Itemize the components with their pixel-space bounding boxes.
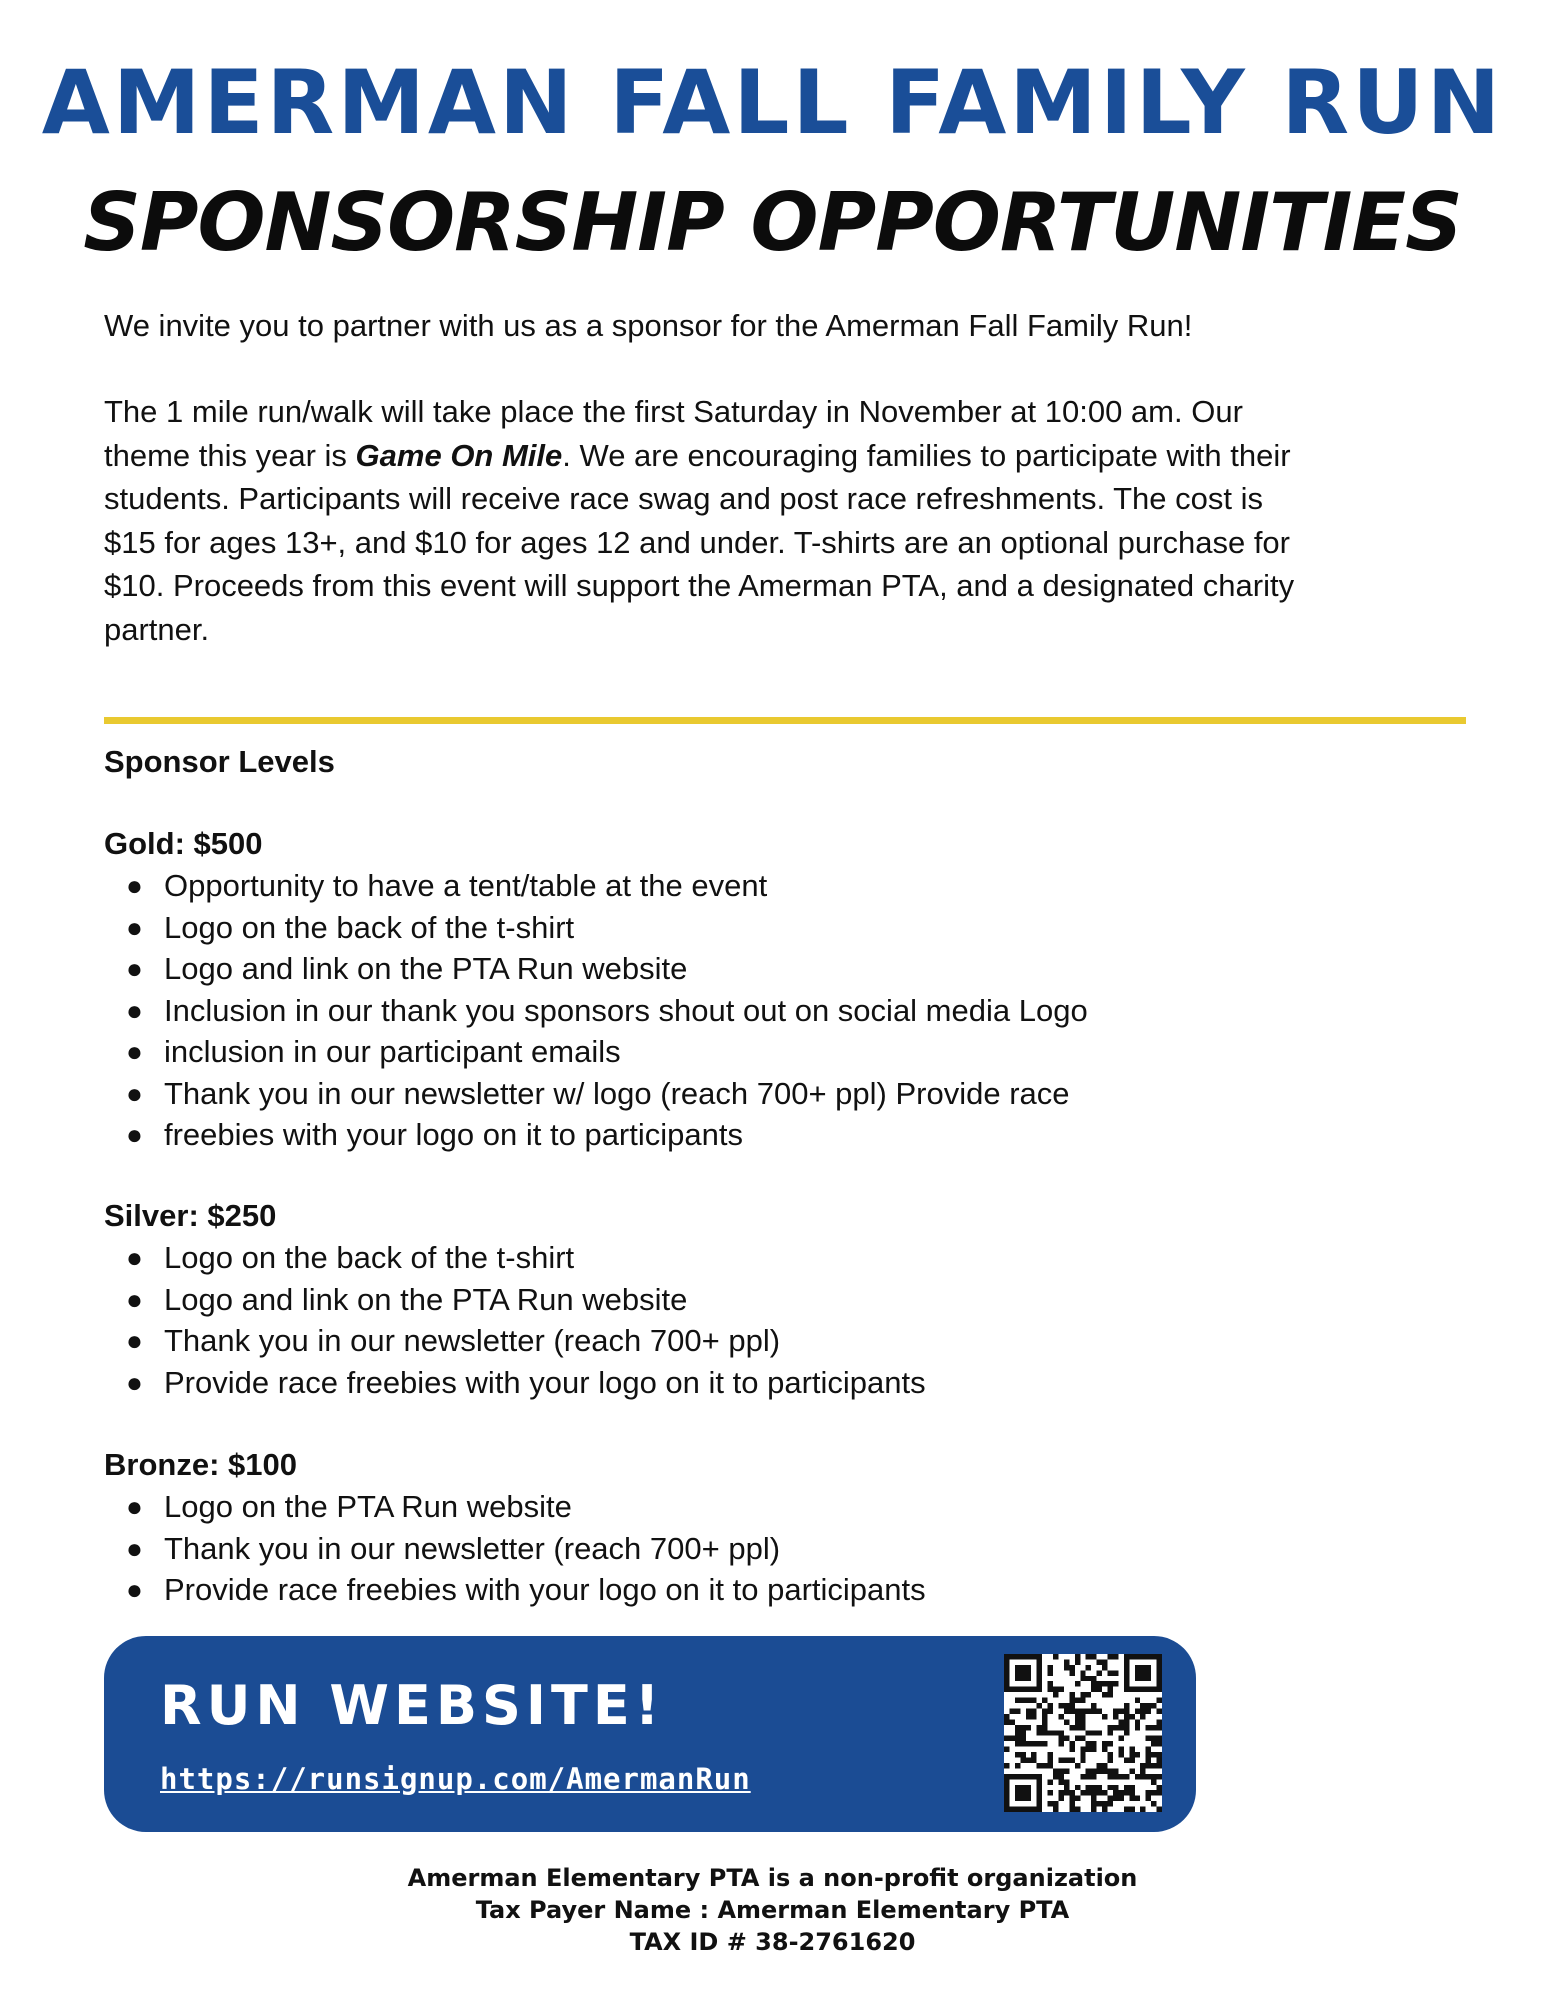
bullet-icon: ●: [126, 1283, 143, 1315]
details-line: partner.: [104, 611, 210, 647]
footer: [0, 1862, 1545, 1958]
run-website-link[interactable]: https://runsignup.com/AmermanRun: [160, 1762, 751, 1796]
bronze-tier-heading: Bronze: $100: [104, 1447, 297, 1482]
benefit-text: Logo on the PTA Run website: [164, 1489, 572, 1524]
list-item: [126, 990, 1404, 1032]
bullet-icon: ●: [126, 1491, 143, 1522]
gold-tier: [104, 822, 1404, 1156]
benefit-text: inclusion in our participant emails: [164, 1034, 621, 1069]
benefit-text: freebies with your logo on it to participants: [164, 1117, 743, 1152]
sponsor-levels-heading: Sponsor Levels: [104, 744, 335, 779]
list-item: [126, 1073, 1404, 1115]
banner-title: RUN WEBSITE!: [160, 1674, 665, 1737]
bullet-icon: ●: [126, 1325, 143, 1356]
silver-benefits-list: [104, 1237, 1404, 1403]
bullet-icon: ●: [126, 1036, 143, 1067]
list-item: [126, 1362, 1404, 1404]
event-details: [104, 390, 1504, 651]
silver-tier: [104, 1194, 1404, 1403]
bullet-icon: ●: [126, 911, 143, 943]
section-divider: [104, 717, 1466, 724]
details-text: . We are encouraging families to participate with their: [562, 437, 1291, 473]
run-website-banner: [104, 1636, 1196, 1832]
footer-line: Amerman Elementary PTA is a non-profit organization: [407, 1864, 1138, 1892]
details-line: $15 for ages 13+, and $10 for ages 12 and under. T-shirts are an optional purchase for: [104, 524, 1290, 560]
list-item: [126, 1114, 1404, 1156]
bullet-icon: ●: [126, 1077, 143, 1109]
bullet-icon: ●: [126, 994, 143, 1026]
benefit-text: Provide race freebies with your logo on it to participants: [164, 1364, 926, 1400]
benefit-text: Provide race freebies with your logo on it to participants: [164, 1572, 926, 1607]
silver-tier-heading: Silver: $250: [104, 1198, 277, 1233]
intro-text: We invite you to partner with us as a sponsor for the Amerman Fall Family Run!: [104, 308, 1193, 343]
details-line: students. Participants will receive race swag and post race refreshments. The cost is: [104, 481, 1264, 516]
bullet-icon: ●: [126, 1119, 143, 1150]
theme-name: Game On Mile: [355, 437, 563, 473]
benefit-text: Thank you in our newsletter (reach 700+ ppl): [164, 1530, 781, 1566]
benefit-text: Thank you in our newsletter (reach 700+ ppl): [164, 1323, 781, 1358]
list-item: [126, 1237, 1404, 1279]
benefit-text: Logo and link on the PTA Run website: [164, 951, 688, 986]
list-item: [126, 865, 1404, 907]
benefit-text: Inclusion in our thank you sponsors shout out on social media Logo: [164, 992, 1088, 1028]
list-item: [126, 1569, 1404, 1611]
bullet-icon: ●: [126, 1574, 143, 1605]
page-title: AMERMAN FALL FAMILY RUN: [41, 51, 1504, 154]
list-item: [126, 1528, 1404, 1570]
footer-line: TAX ID # 38-2761620: [629, 1928, 916, 1956]
benefit-text: Opportunity to have a tent/table at the event: [164, 868, 768, 903]
details-line: $10. Proceeds from this event will support the Amerman PTA, and a designated charity: [104, 568, 1295, 603]
qr-code-icon[interactable]: [1004, 1654, 1162, 1812]
bronze-tier: [104, 1443, 1404, 1611]
benefit-text: Logo and link on the PTA Run website: [164, 1281, 688, 1317]
gold-benefits-list: [104, 865, 1404, 1156]
bullet-icon: ●: [126, 1532, 143, 1564]
gold-tier-heading: Gold: $500: [104, 826, 263, 861]
benefit-text: Logo on the back of the t-shirt: [164, 1240, 575, 1275]
details-text: theme this year is: [104, 437, 356, 473]
list-item: [126, 1279, 1404, 1321]
benefit-text: Thank you in our newsletter w/ logo (reach 700+ ppl) Provide race: [164, 1075, 1070, 1111]
qr-code-graphic: [1004, 1654, 1162, 1812]
list-item: [126, 1320, 1404, 1362]
list-item: [126, 1031, 1404, 1073]
list-item: [126, 948, 1404, 990]
list-item: [126, 907, 1404, 949]
list-item: [126, 1486, 1404, 1528]
bullet-icon: ●: [126, 1366, 143, 1398]
bullet-icon: ●: [126, 1242, 143, 1273]
bronze-benefits-list: [104, 1486, 1404, 1611]
details-line: The 1 mile run/walk will take place the first Saturday in November at 10:00 am. Our: [104, 394, 1243, 429]
page-subtitle: SPONSORSHIP OPPORTUNITIES: [83, 176, 1462, 269]
bullet-icon: ●: [126, 953, 143, 984]
benefit-text: Logo on the back of the t-shirt: [164, 909, 575, 945]
details-line: [104, 434, 1504, 478]
bullet-icon: ●: [126, 870, 143, 901]
footer-line: Tax Payer Name : Amerman Elementary PTA: [475, 1896, 1070, 1924]
